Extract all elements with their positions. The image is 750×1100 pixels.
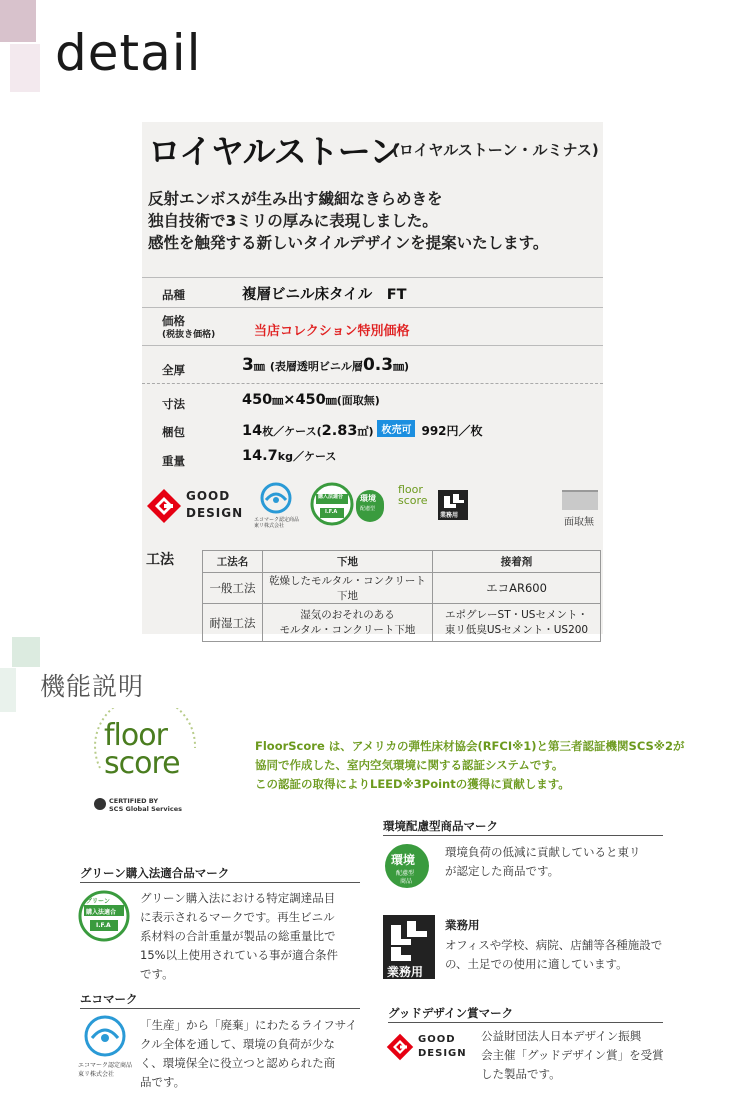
- spec-size-label: 寸法: [162, 397, 185, 411]
- good-design-description: [481, 1027, 664, 1084]
- spec-pack-value: [242, 420, 483, 439]
- section-title: 機能説明: [40, 672, 145, 701]
- description-line: 環境負荷の低減に貢献していると東リ: [445, 845, 641, 859]
- thickness-unit: ㎜: [253, 360, 265, 373]
- description-line: した製品です。: [481, 1067, 561, 1081]
- green-icon-text: 購入法適合: [86, 909, 117, 916]
- green-icon-ifa: I.F.A: [96, 922, 111, 929]
- eco-mark-icon: [258, 482, 294, 516]
- single-sale-badge: 枚売可: [377, 420, 415, 437]
- env-mark-title: 環境配慮型商品マーク: [383, 819, 498, 833]
- floorscore-mini-line: floor: [398, 483, 423, 496]
- floorscore-logo-text: [104, 718, 180, 781]
- environment-mark-subtext: 配慮型: [360, 506, 376, 512]
- divider: [80, 882, 360, 883]
- divider: [142, 345, 603, 346]
- table-cell: エコAR600: [433, 573, 601, 604]
- deco-square-green-light: [0, 668, 16, 712]
- table-cell: 一般工法: [203, 573, 263, 604]
- deco-square-pink: [0, 0, 36, 42]
- floorscore-certified: [109, 797, 182, 813]
- description-line: 15%以上使用されている事が適合条件: [140, 948, 339, 962]
- size-number: 450: [242, 392, 273, 408]
- env-mark-description: [445, 843, 641, 881]
- spec-price-sublabel: (税抜き価格): [162, 330, 216, 340]
- green-purchase-text: 購入法適合: [318, 494, 344, 500]
- eco-icon-caption: [78, 1061, 132, 1079]
- divider: [142, 307, 603, 308]
- description-line: 公益財団法人日本デザイン振興: [481, 1029, 642, 1043]
- eco-mark-icon: [83, 1014, 127, 1058]
- table-row: [203, 573, 601, 604]
- table-cell: [433, 604, 601, 642]
- eco-caption-line: 東リ株式会社: [254, 523, 285, 529]
- divider-dashed: [142, 383, 603, 384]
- eco-caption-line: エコマーク認定商品: [78, 1062, 133, 1069]
- size-unit: ㎜: [325, 394, 337, 407]
- description-line: この認証の取得によりLEED※3Pointの獲得に貢献します。: [255, 777, 570, 791]
- description-line: 独自技術で3ミリの厚みに表現しました。: [148, 212, 438, 230]
- description-line: く、環境保全に役立つと認められた商: [140, 1056, 336, 1070]
- thickness-layer-number: 0.3: [362, 355, 394, 375]
- description-line: 反射エンボスが生み出す繊細なきらめきを: [148, 190, 443, 208]
- description-line: 「生産」から「廃棄」にわたるライフサイ: [140, 1018, 358, 1032]
- table-cell: 耐湿工法: [203, 604, 263, 642]
- spec-price-label: 価格: [162, 314, 185, 328]
- table-cell: [263, 604, 433, 642]
- cell-line: エポグレーST・USセメント・: [445, 608, 588, 621]
- spec-size-value: [242, 392, 380, 408]
- pack-price: 992円／枚: [421, 424, 483, 438]
- divider: [388, 1022, 663, 1023]
- green-mark-title: グリーン購入法適合品マーク: [80, 866, 230, 880]
- good-design-logo-text: [418, 1033, 467, 1061]
- spec-price-value: 当店コレクション特別価格: [254, 324, 410, 339]
- description-line: 品です。: [140, 1075, 186, 1089]
- deco-square-pink-light: [10, 44, 40, 92]
- eco-caption-line: エコマーク認定商品: [254, 517, 300, 523]
- green-purchase-icon: [310, 482, 354, 526]
- cert-line: SCS Global Services: [109, 805, 182, 813]
- eco-caption-line: 東リ株式会社: [78, 1071, 115, 1078]
- eco-mark-description: [140, 1016, 357, 1092]
- method-table: [202, 550, 601, 642]
- divider: [142, 277, 603, 278]
- size-times: ×: [283, 392, 296, 408]
- product-subname: (ロイヤルストーン・ルミナス): [392, 141, 599, 159]
- pack-unit: 枚／ケース(: [262, 425, 322, 438]
- env-icon-subtext: 配慮型: [396, 870, 415, 877]
- weight-number: 14.7: [242, 448, 278, 464]
- table-header-cell: 下地: [263, 551, 433, 573]
- page-title: detail: [55, 24, 202, 82]
- description-line: オフィスや学校、病院、店舗等各種施設で: [445, 938, 663, 952]
- eco-mark-title: エコマーク: [80, 992, 138, 1006]
- description-line: 会主催「グッドデザイン賞」を受賞: [481, 1048, 664, 1062]
- weight-unit: kg: [277, 450, 293, 463]
- description-line: 感性を触発する新しいタイルデザインを提案いたします。: [148, 234, 549, 252]
- divider: [383, 835, 663, 836]
- description-line: クル全体を通して、環境の負荷が少な: [140, 1037, 335, 1051]
- description-line: 系材料の合計重量が製品の総重量比で: [140, 929, 336, 943]
- green-purchase-ifa: I.F.A: [325, 509, 338, 515]
- table-header-cell: 工法名: [203, 551, 263, 573]
- spec-type-label: 品種: [162, 288, 185, 302]
- cell-line: モルタル・コンクリート下地: [279, 623, 416, 636]
- cell-line: 湿気のおそれのある: [300, 608, 395, 621]
- product-name: ロイヤルストーン: [148, 132, 402, 171]
- method-label: 工法: [146, 552, 174, 568]
- description-line: の、土足での使用に適しています。: [445, 957, 628, 971]
- table-header-cell: 接着剤: [433, 551, 601, 573]
- description-line: FloorScore は、アメリカの弾性床材協会(RFCI※1)と第三者認証機関SCS※2が: [255, 739, 685, 753]
- eco-mark-caption: [254, 517, 299, 529]
- spec-thickness-label: 全厚: [162, 363, 185, 377]
- green-mark-description: [140, 889, 338, 984]
- divider: [80, 1008, 360, 1009]
- deco-square-green: [12, 637, 40, 667]
- good-design-line: GOOD: [418, 1034, 456, 1045]
- business-icon-label: 業務用: [387, 965, 424, 979]
- pack-area: 2.83: [321, 423, 358, 439]
- good-design-icon: [146, 488, 182, 524]
- thickness-number: 3: [242, 355, 254, 375]
- floorscore-logo-line: floor: [104, 718, 167, 753]
- spec-type-value: 複層ビニル床タイル FT: [242, 287, 407, 303]
- spec-weight-label: 重量: [162, 454, 185, 468]
- spec-pack-label: 梱包: [162, 425, 185, 439]
- table-row: [203, 604, 601, 642]
- business-use-label: 業務用: [440, 512, 459, 519]
- green-icon-text: グリーン: [86, 898, 110, 905]
- env-icon-text: 環境: [391, 853, 416, 867]
- certification-logos: [142, 480, 603, 540]
- spec-weight-value: [242, 448, 336, 464]
- cert-line: CERTIFIED BY: [109, 797, 159, 805]
- pack-count: 14: [242, 423, 263, 439]
- good-design-icon: [386, 1033, 414, 1061]
- pack-area-unit: ㎡): [357, 425, 374, 438]
- description-line: です。: [140, 967, 174, 981]
- good-design-title: グッドデザイン賞マーク: [388, 1006, 514, 1020]
- description-line: グリーン購入法における特定調達品目: [140, 891, 336, 905]
- good-design-line: GOOD: [186, 489, 231, 503]
- business-title: 業務用: [445, 918, 480, 932]
- thickness-note: (表層透明ビニル層: [269, 360, 363, 373]
- no-chamfer-label: 面取無: [564, 517, 594, 528]
- spec-thickness-value: [242, 355, 409, 375]
- good-design-line: DESIGN: [186, 506, 244, 520]
- description-line: 協同で作成した、室内空気環境に関する認証システムです。: [255, 758, 564, 772]
- size-unit: ㎜: [272, 394, 284, 407]
- good-design-label: [186, 488, 243, 522]
- size-note: (面取無): [336, 394, 380, 407]
- weight-per: ／ケース: [292, 450, 337, 463]
- size-number: 450: [295, 392, 326, 408]
- env-icon-subtext: 商品: [400, 878, 413, 885]
- business-description: [445, 936, 662, 974]
- description-line: に表示されるマークです。再生ビニル: [140, 910, 335, 924]
- scs-icon: [93, 797, 107, 811]
- floorscore-logo-line: score: [104, 746, 180, 781]
- table-cell: 乾燥したモルタル・コンクリート下地: [263, 573, 433, 604]
- no-chamfer-icon: [562, 490, 598, 510]
- floorscore-mini-line: score: [398, 494, 428, 507]
- good-design-line: DESIGN: [418, 1048, 467, 1059]
- product-description: [148, 188, 548, 254]
- floorscore-mini-logo: [398, 484, 428, 506]
- thickness-layer-unit: ㎜): [393, 360, 410, 373]
- environment-mark-text: 環境: [360, 494, 376, 503]
- table-header-row: [203, 551, 601, 573]
- floorscore-description: [255, 737, 684, 794]
- description-line: が認定した商品です。: [445, 864, 560, 878]
- cell-line: 東リ低臭USセメント・US200: [444, 623, 589, 636]
